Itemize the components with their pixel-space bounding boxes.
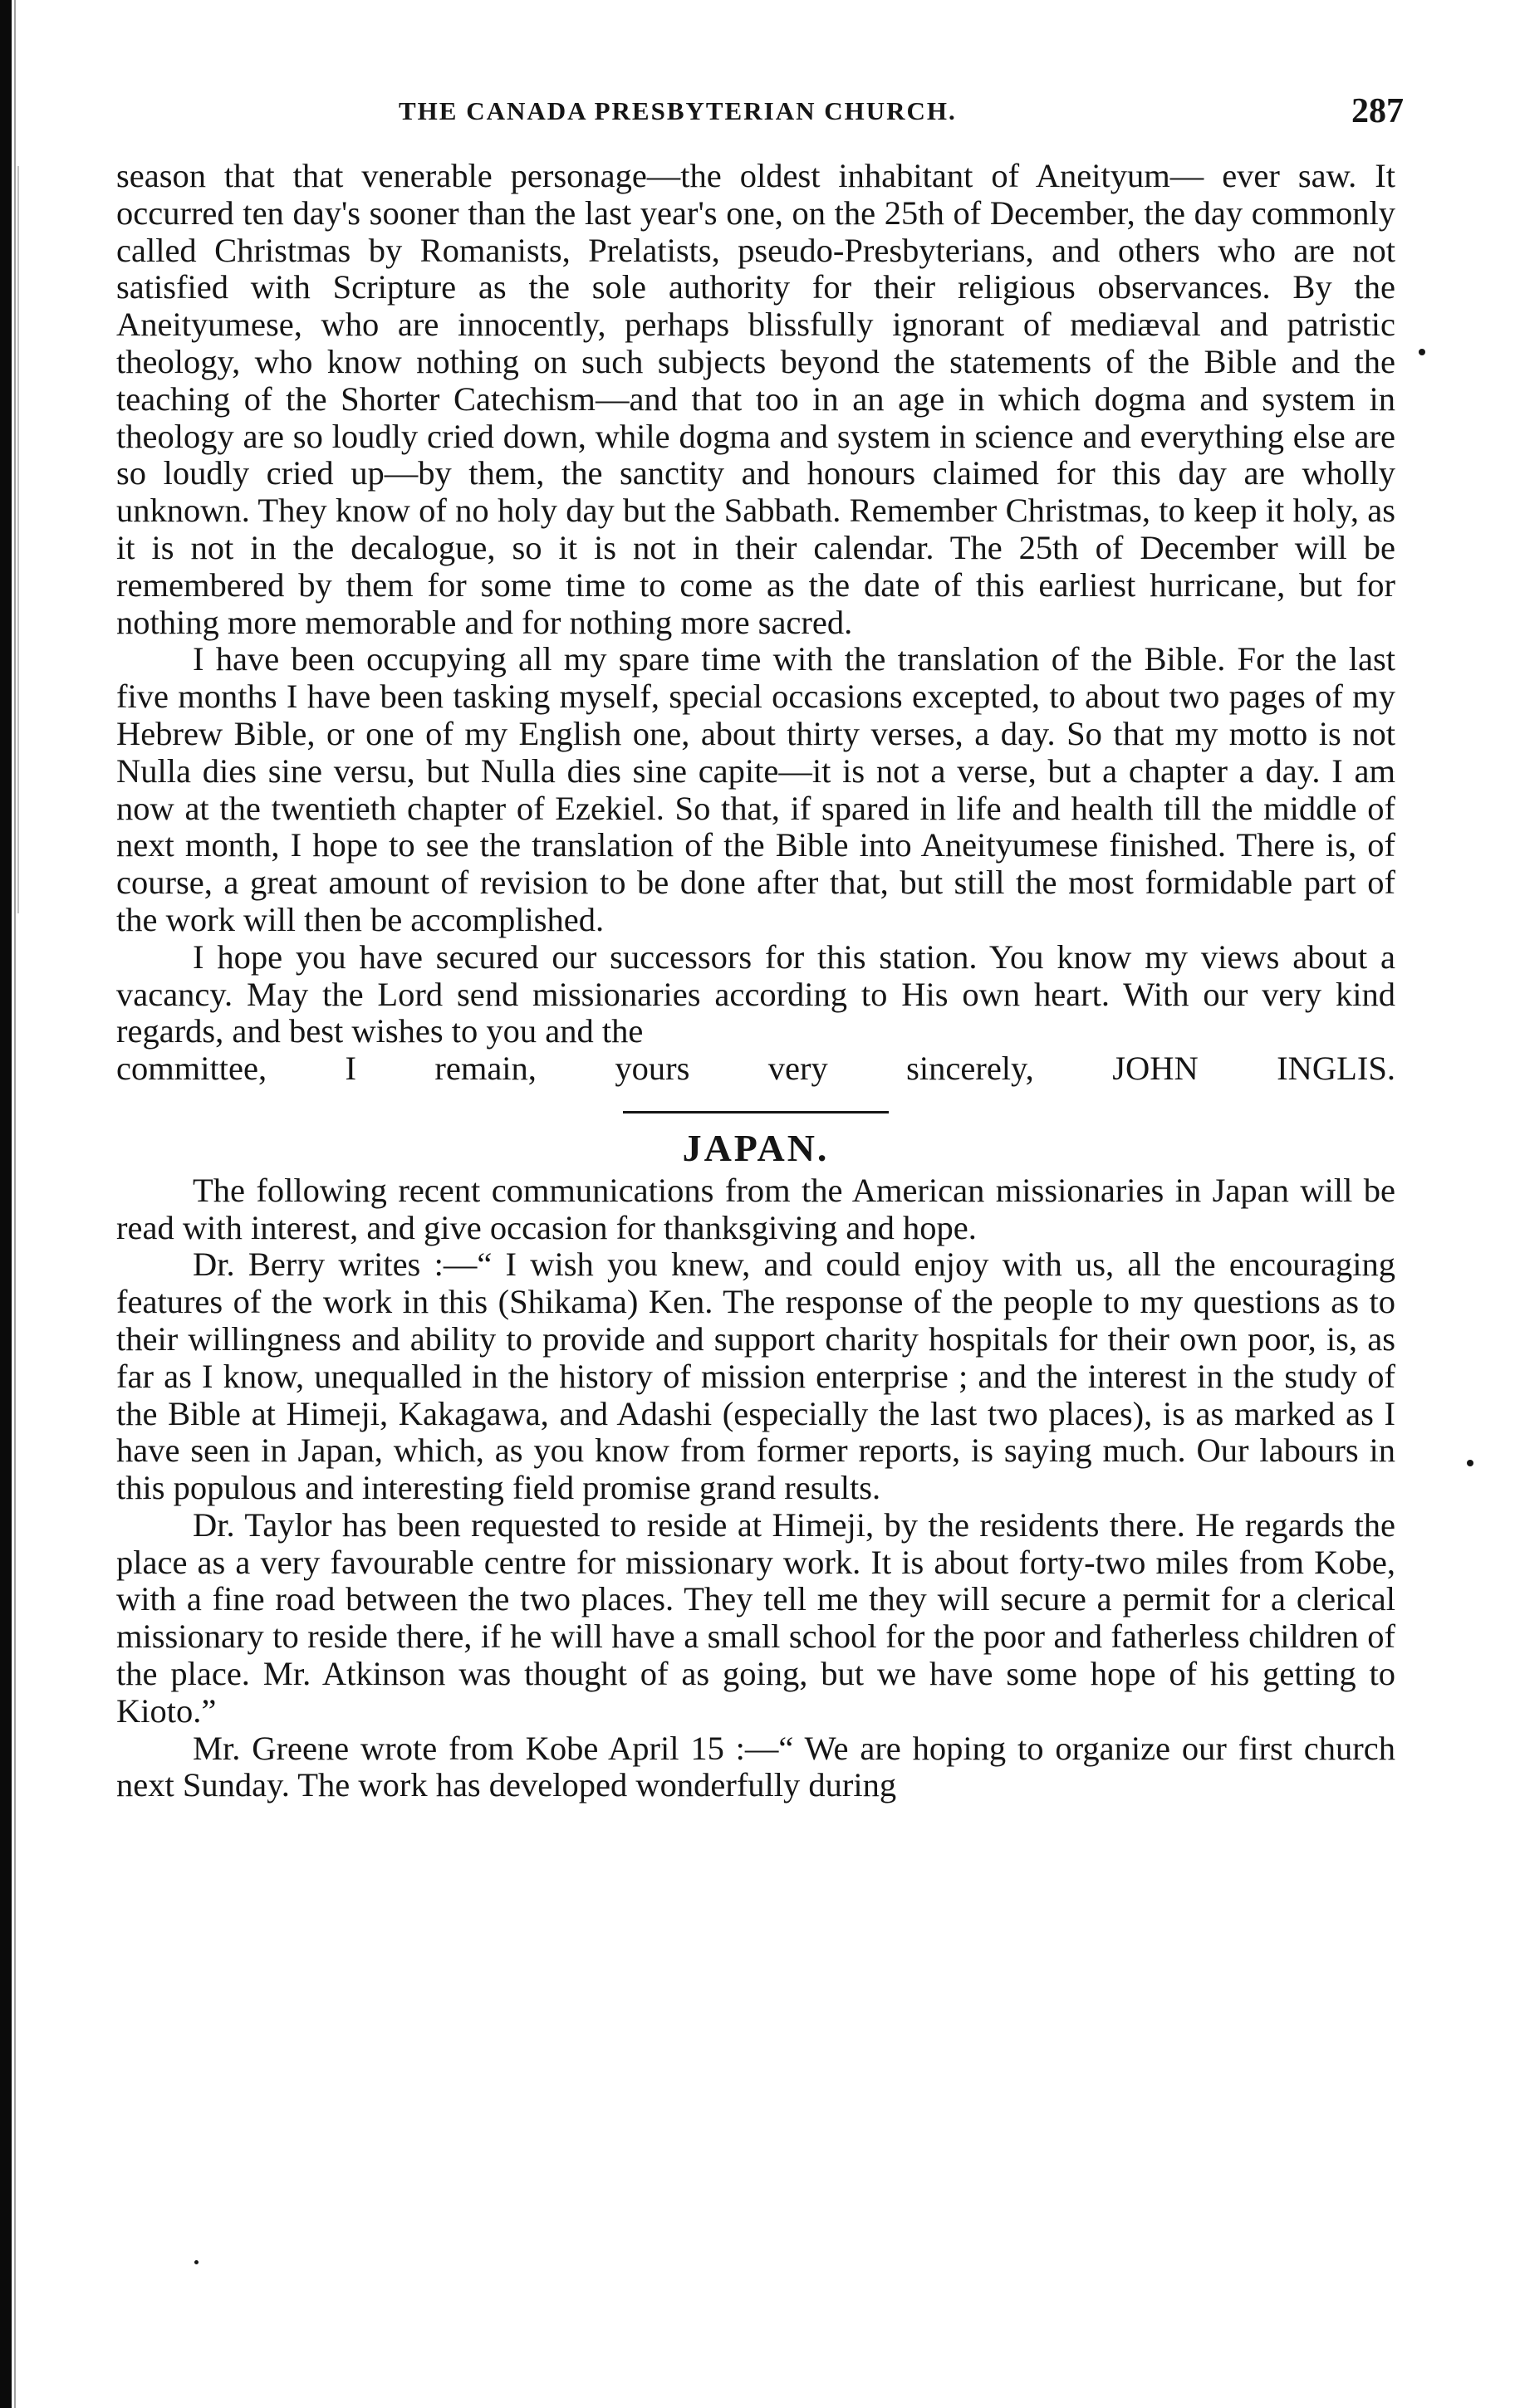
binding-edge: [0, 0, 12, 2408]
binding-shadow: [13, 0, 22, 2408]
paragraph: Dr. Berry writes :—“ I wish you knew, and could enjoy with us, all the encouraging features of the work in this (Shikama) Ken. The response of the people to my questions as to their willingness and ability to provide and support charity hospitals for their own poor, is, as far as I know, unequalled in the history of mission enterprise ; and the interest in the study of the Bible at Himeji, Kakagawa, and Adashi (especially the last two places), is as marked as I have seen in Japan, which, as you know from former reports, is saying much. Our labours in this populous and interesting field promise grand results.: [116, 1246, 1395, 1507]
paragraph: Dr. Taylor has been requested to reside at Himeji, by the residents there. He regards the place as a very favourable centre for missionary work. It is about forty-two miles from Kobe, with a fine road between the two places. They tell me they will secure a permit for a clerical missionary to reside there, if he will have a small school for the poor and fatherless children of the place. Mr. Atkinson was thought of as going, but we have some hope of his getting to Kioto.”: [116, 1505, 1395, 1730]
margin-mark: [1467, 1460, 1473, 1466]
paragraph: The following recent communications from the American missionaries in Japan will be read with interest, and give occasion for thanksgiving and hope.: [116, 1171, 1395, 1246]
section-divider: [623, 1111, 889, 1113]
closing: committee, I remain, yours very sincerely,: [116, 1050, 1034, 1088]
margin-mark: [1419, 349, 1425, 355]
paragraph: season that that venerable personage—the oldest inhabitant of Aneityum— ever saw. It occurred ten day's sooner than the last year's one, on the 25th of December, the day commonly called Christmas by Romanists, Prelatists, pseudo-Presbyterians, and others who are not satisfied with Scripture as the sole authority for their religious observances. By the Aneityumese, who are innocently, perhaps blissfully ignorant of mediæval and patristic theology, who know nothing on such subjects beyond the statements of the Bible and the teaching of the Shorter Catechism—and that too in an age in which dogma and system in theology are so loudly cried down, while dogma and system in science and everything else are so loudly cried up—by them, the sanctity and honours claimed for this day are wholly unknown. They know of no holy day but the Sabbath. Remember Christmas, to keep it holy, as it is not in the decalogue, so it is not in their calendar. The 25th of December will be remembered by them for some time to come as the date of this earliest hurricane, but for nothing more memorable and for nothing more sacred.: [116, 157, 1395, 641]
closing-line: [116, 1050, 1395, 1088]
section-heading: JAPAN.: [682, 1126, 830, 1169]
paragraph: I hope you have secured our successors for this station. You know my views about a vacancy. May the Lord send missionaries according to His own heart. With our very kind regards, and best wishes to you and the: [116, 937, 1395, 1050]
signature: JOHN INGLIS.: [1112, 1050, 1395, 1088]
page-number: 287: [1351, 92, 1404, 130]
page: [116, 91, 1404, 1804]
running-head: [116, 91, 1404, 141]
margin-mark: [194, 2260, 199, 2264]
running-title: THE CANADA PRESBYTERIAN CHURCH.: [399, 96, 957, 125]
paragraph: I have been occupying all my spare time with the translation of the Bible. For the last five months I have been tasking myself, special occasions excepted, to about two pages of my Hebrew Bible, or one of my English one, about thirty verses, a day. So that my motto is not Nulla dies sine versu, but Nulla dies sine capite—it is not a verse, but a chapter a day. I am now at the twentieth chapter of Ezekiel. So that, if spared in life and health till the middle of next month, I hope to see the translation of the Bible into Aneityumese finished. There is, of course, a great amount of revision to be done after that, but still the most formidable part of the work will then be accomplished.: [116, 640, 1395, 938]
paragraph: Mr. Greene wrote from Kobe April 15 :—“ We are hoping to organize our first church next Sunday. The work has developed wonderfully during: [116, 1729, 1395, 1804]
body-text: [116, 158, 1395, 1804]
